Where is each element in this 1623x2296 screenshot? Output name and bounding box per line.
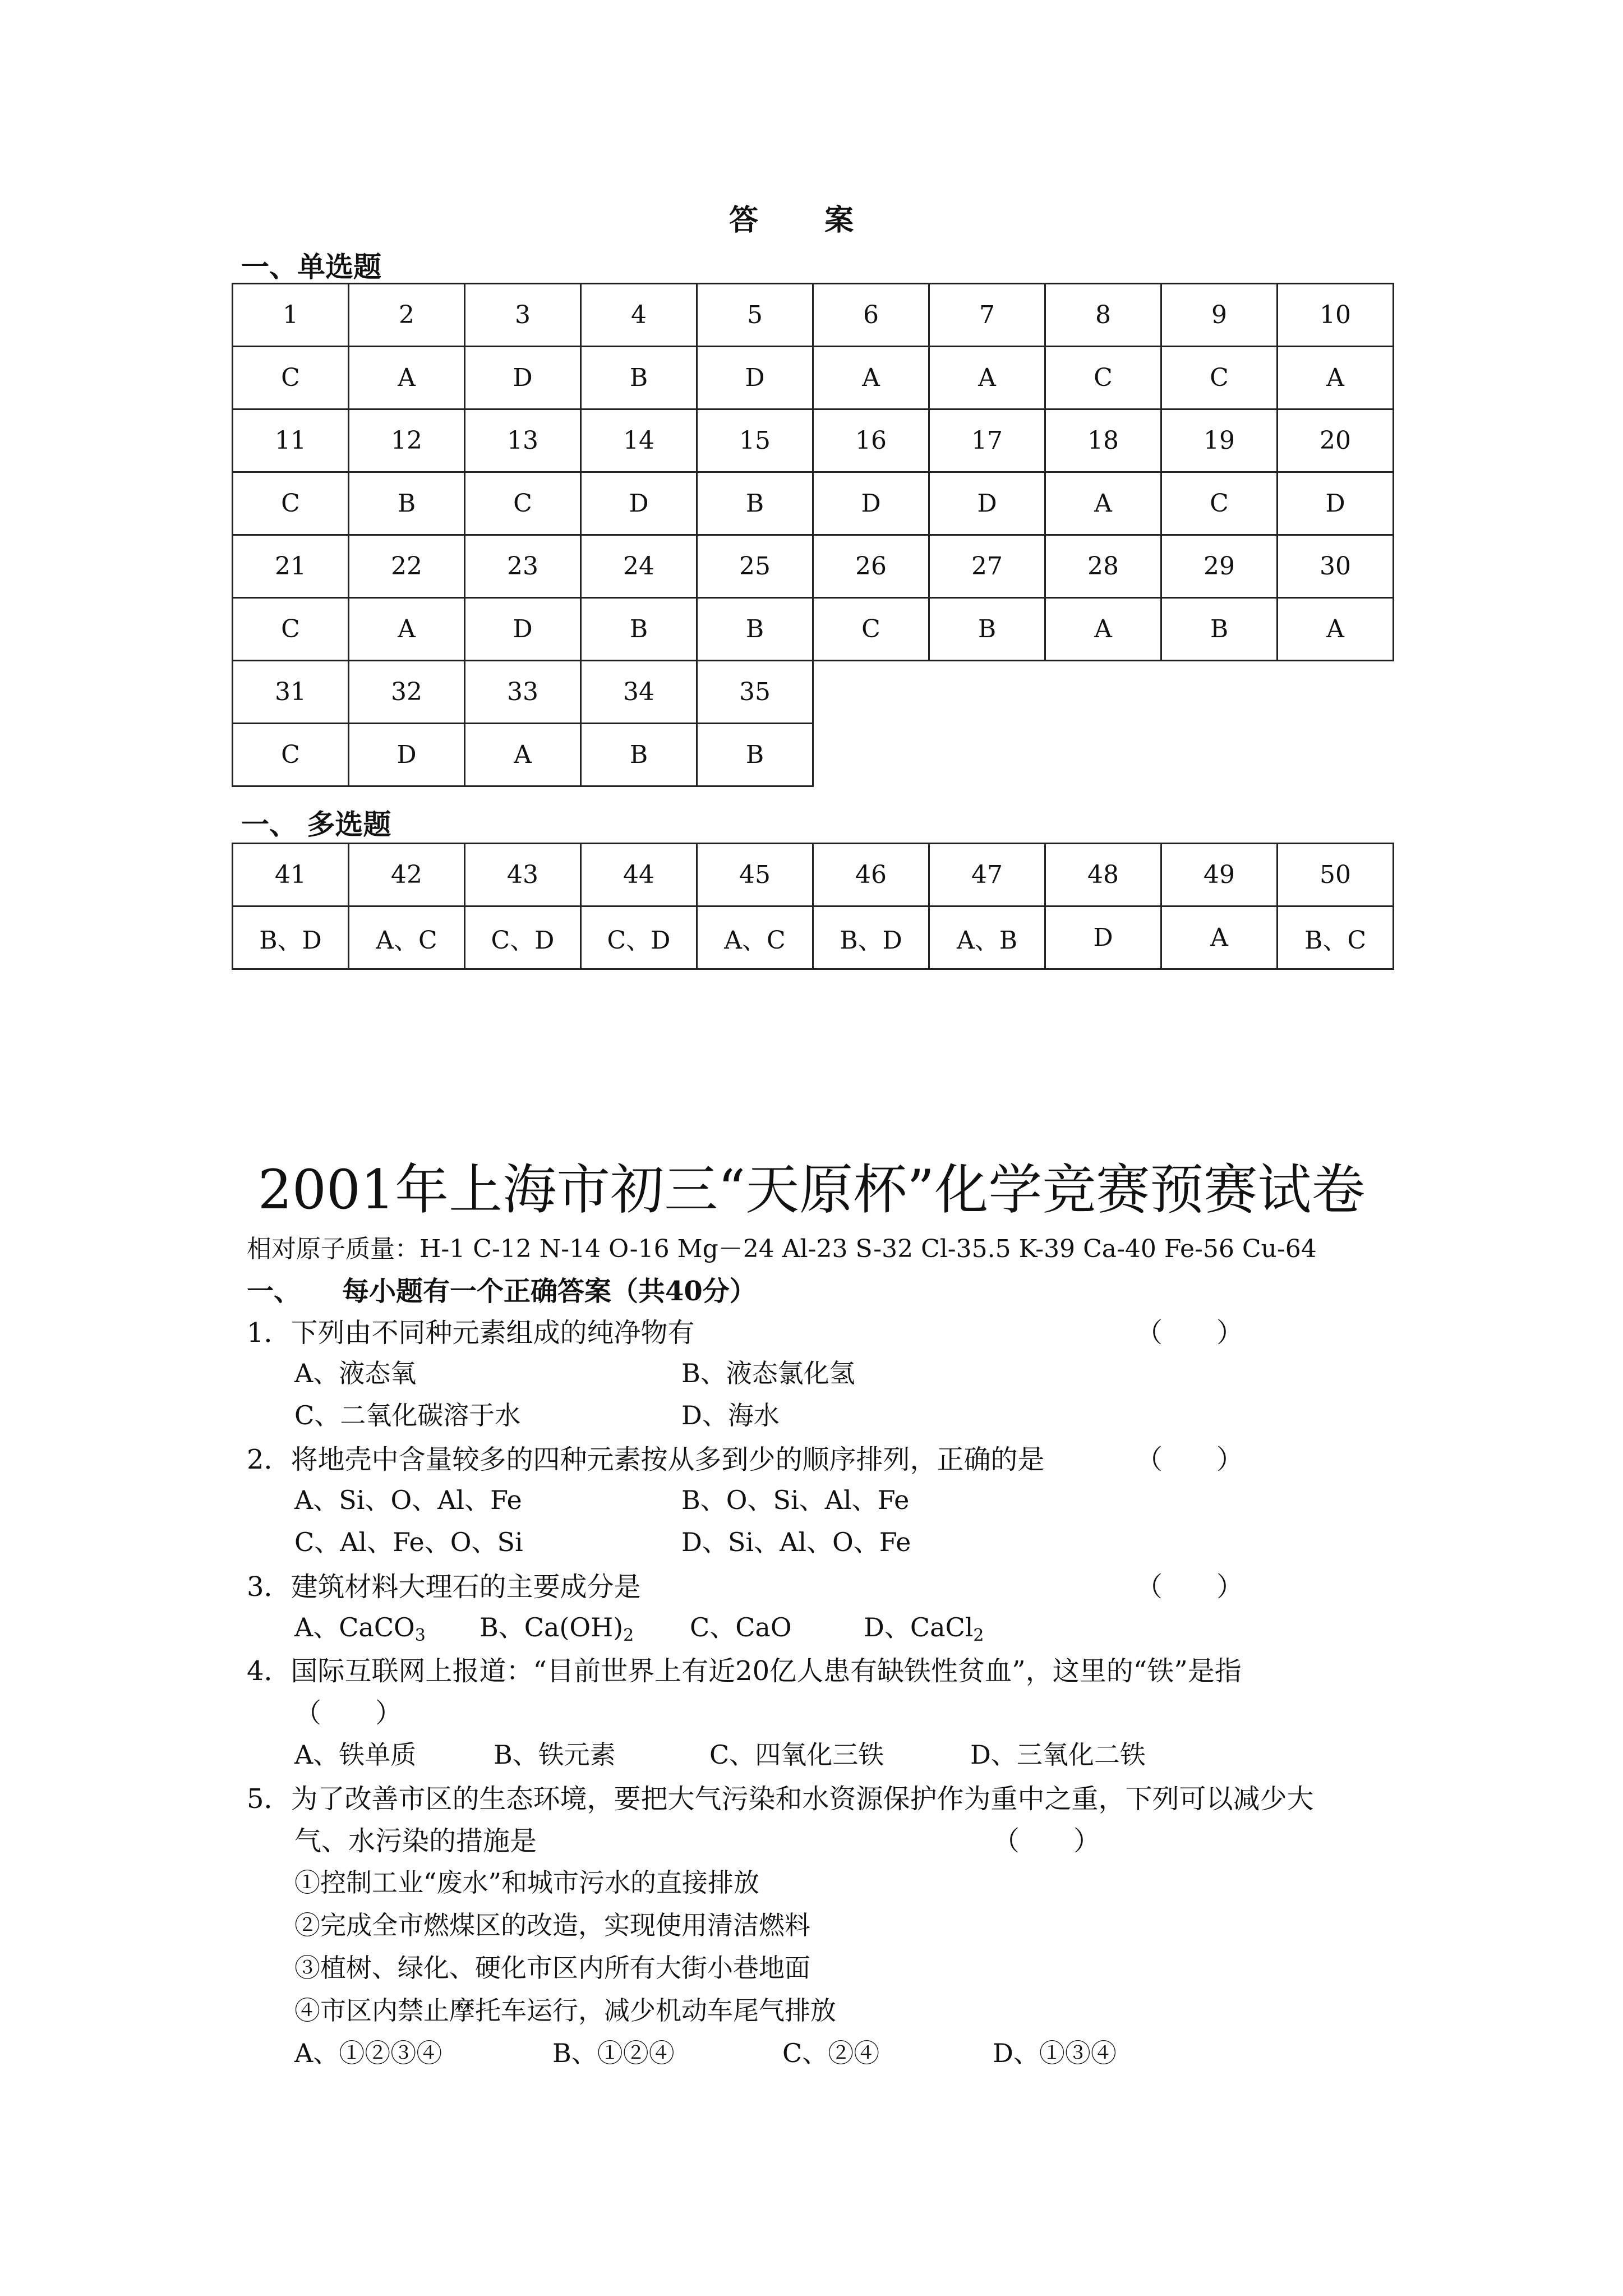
question-2-stem: 2．将地壳中含量较多的四种元素按从多到少的顺序排列，正确的是 xyxy=(247,1444,1045,1475)
question-number-cell: 9 xyxy=(1161,284,1278,347)
answer-cell: A xyxy=(465,724,581,786)
question-number-cell: 27 xyxy=(929,535,1045,598)
answer-cell: C xyxy=(233,598,349,661)
question-number-cell: 49 xyxy=(1161,844,1278,907)
question-5-answer-blank: （ ） xyxy=(993,1825,1101,1857)
question-1-option-d: D、海水 xyxy=(681,1400,780,1430)
question-number-row xyxy=(233,535,1394,598)
empty-cell xyxy=(929,724,1045,786)
question-number-cell: 12 xyxy=(349,409,465,472)
question-number-cell: 7 xyxy=(929,284,1045,347)
question-number-cell: 8 xyxy=(1045,284,1161,347)
question-number-cell: 11 xyxy=(233,409,349,472)
question-5-option-c: C、②④ xyxy=(782,2038,880,2068)
answer-row xyxy=(233,472,1394,535)
question-number-cell: 5 xyxy=(697,284,813,347)
answer-cell: D xyxy=(465,347,581,409)
question-5-measure-2: ②完成全市燃煤区的改造，实现使用清洁燃料 xyxy=(294,1910,810,1940)
question-3-option-d: D、CaCl$_2$ xyxy=(864,1612,984,1645)
atomic-masses-line: 相对原子质量：H-1 C-12 N-14 O-16 Mg－24 Al-23 S-32 Cl-35.5 K-39 Ca-40 Fe-56 Cu-64 xyxy=(247,1235,1317,1263)
empty-cell xyxy=(929,661,1045,724)
question-3-option-c: C、CaO xyxy=(690,1612,792,1642)
multi-choice-section-label: 一、 多选题 xyxy=(241,808,391,841)
answer-cell: A、B xyxy=(929,907,1045,969)
question-number-cell: 2 xyxy=(349,284,465,347)
answer-cell: C xyxy=(1045,347,1161,409)
answer-cell: B xyxy=(1161,598,1278,661)
answer-cell: B xyxy=(349,472,465,535)
empty-cell xyxy=(1278,661,1394,724)
answer-cell: A xyxy=(813,347,929,409)
answer-cell: C、D xyxy=(465,907,581,969)
answer-cell: D xyxy=(581,472,697,535)
answer-cell: B xyxy=(581,724,697,786)
question-number-cell: 20 xyxy=(1278,409,1394,472)
question-number-cell: 35 xyxy=(697,661,813,724)
question-4-stem: 4．国际互联网上报道：“目前世界上有近20亿人患有缺铁性贫血”，这里的“铁”是指 xyxy=(247,1655,1242,1687)
multi-choice-answer-table xyxy=(232,843,1394,970)
answer-cell: D xyxy=(813,472,929,535)
answer-cell: C、D xyxy=(581,907,697,969)
answer-cell: B、D xyxy=(233,907,349,969)
answer-cell: A xyxy=(349,347,465,409)
answer-cell: C xyxy=(233,724,349,786)
empty-cell xyxy=(1278,724,1394,786)
question-number-cell: 29 xyxy=(1161,535,1278,598)
question-2-option-d: D、Si、Al、O、Fe xyxy=(681,1527,911,1557)
answer-cell: C xyxy=(233,472,349,535)
answer-cell: B、D xyxy=(813,907,929,969)
answer-cell: C xyxy=(1161,347,1278,409)
question-2-answer-blank: （ ） xyxy=(1136,1444,1244,1475)
question-number-row xyxy=(233,409,1394,472)
question-2-option-a: A、Si、O、Al、Fe xyxy=(294,1485,522,1515)
exam-title: 2001年上海市初三“天原杯”化学竞赛预赛试卷 xyxy=(257,1158,1366,1221)
question-number-cell: 47 xyxy=(929,844,1045,907)
answer-cell: B、C xyxy=(1278,907,1394,969)
question-number-cell: 50 xyxy=(1278,844,1394,907)
answer-cell: D xyxy=(1045,907,1161,969)
question-number-row xyxy=(233,844,1394,907)
question-number-cell: 34 xyxy=(581,661,697,724)
answer-cell: A xyxy=(929,347,1045,409)
answer-cell: B xyxy=(697,724,813,786)
question-1-option-b: B、液态氯化氢 xyxy=(681,1358,855,1388)
answer-cell: D xyxy=(929,472,1045,535)
question-number-cell: 15 xyxy=(697,409,813,472)
question-number-cell: 25 xyxy=(697,535,813,598)
question-number-cell: 22 xyxy=(349,535,465,598)
question-number-cell: 42 xyxy=(349,844,465,907)
question-5-option-b: B、①②④ xyxy=(552,2038,675,2068)
answer-cell: A xyxy=(1278,598,1394,661)
single-choice-answer-table xyxy=(232,283,1394,787)
question-number-cell: 26 xyxy=(813,535,929,598)
question-number-cell: 46 xyxy=(813,844,929,907)
question-1-stem: 1．下列由不同种元素组成的纯净物有 xyxy=(247,1317,695,1349)
question-number-cell: 33 xyxy=(465,661,581,724)
question-1-option-c: C、二氧化碳溶于水 xyxy=(294,1400,521,1430)
answer-cell: A xyxy=(1161,907,1278,969)
question-number-cell: 19 xyxy=(1161,409,1278,472)
question-number-cell: 18 xyxy=(1045,409,1161,472)
answer-cell: C xyxy=(1161,472,1278,535)
answer-row xyxy=(233,598,1394,661)
answer-cell: A、C xyxy=(349,907,465,969)
question-2-option-b: B、O、Si、Al、Fe xyxy=(681,1485,910,1515)
question-number-cell: 45 xyxy=(697,844,813,907)
answer-row xyxy=(233,724,1394,786)
answer-cell: C xyxy=(813,598,929,661)
question-4-option-d: D、三氧化二铁 xyxy=(970,1740,1146,1770)
answer-title: 答 案 xyxy=(729,203,882,237)
question-5-measure-3: ③植树、绿化、硬化市区内所有大街小巷地面 xyxy=(294,1953,810,1983)
answer-cell: B xyxy=(697,598,813,661)
answer-cell: A xyxy=(1278,347,1394,409)
answer-row xyxy=(233,907,1394,969)
answer-cell: D xyxy=(465,598,581,661)
question-number-row xyxy=(233,284,1394,347)
question-4-option-c: C、四氧化三铁 xyxy=(709,1740,884,1770)
question-5-stem-line1: 5．为了改善市区的生态环境，要把大气污染和水资源保护作为重中之重，下列可以减少大 xyxy=(247,1783,1314,1815)
question-number-cell: 43 xyxy=(465,844,581,907)
empty-cell xyxy=(1045,724,1161,786)
answer-cell: C xyxy=(233,347,349,409)
question-number-cell: 31 xyxy=(233,661,349,724)
answer-row xyxy=(233,347,1394,409)
question-number-cell: 4 xyxy=(581,284,697,347)
question-number-cell: 44 xyxy=(581,844,697,907)
question-number-cell: 17 xyxy=(929,409,1045,472)
answer-cell: A xyxy=(349,598,465,661)
question-5-option-a: A、①②③④ xyxy=(294,2038,442,2068)
question-number-cell: 23 xyxy=(465,535,581,598)
question-number-cell: 24 xyxy=(581,535,697,598)
question-4-option-a: A、铁单质 xyxy=(294,1740,417,1770)
question-5-option-d: D、①③④ xyxy=(993,2038,1117,2068)
part1-heading: 每小题有一个正确答案（共40分） xyxy=(342,1276,757,1307)
question-3-option-b: B、$Ca(OH)_2$ xyxy=(479,1612,634,1645)
single-choice-section-label: 一、单选题 xyxy=(241,250,381,283)
answer-cell: A xyxy=(1045,598,1161,661)
answer-cell: A、C xyxy=(697,907,813,969)
answer-cell: B xyxy=(929,598,1045,661)
question-number-cell: 6 xyxy=(813,284,929,347)
empty-cell xyxy=(1161,724,1278,786)
question-number-cell: 48 xyxy=(1045,844,1161,907)
question-5-stem-line2: 气、水污染的措施是 xyxy=(294,1825,537,1857)
question-number-cell: 30 xyxy=(1278,535,1394,598)
answer-cell: D xyxy=(1278,472,1394,535)
question-number-cell: 13 xyxy=(465,409,581,472)
question-4-answer-blank: （ ） xyxy=(294,1697,403,1729)
empty-cell xyxy=(1045,661,1161,724)
answer-cell: D xyxy=(349,724,465,786)
empty-cell xyxy=(813,661,929,724)
empty-cell xyxy=(1161,661,1278,724)
question-number-row xyxy=(233,661,1394,724)
question-5-measure-4: ④市区内禁止摩托车运行，减少机动车尾气排放 xyxy=(294,1995,836,2026)
answer-cell: A xyxy=(1045,472,1161,535)
question-4-option-b: B、铁元素 xyxy=(494,1740,616,1770)
answer-cell: D xyxy=(697,347,813,409)
question-number-cell: 1 xyxy=(233,284,349,347)
question-2-option-c: C、Al、Fe、O、Si xyxy=(294,1527,523,1557)
part1-heading-number: 一、 xyxy=(247,1276,301,1307)
question-number-cell: 41 xyxy=(233,844,349,907)
answer-cell: B xyxy=(697,472,813,535)
answer-cell: B xyxy=(581,347,697,409)
question-number-cell: 14 xyxy=(581,409,697,472)
question-1-answer-blank: （ ） xyxy=(1136,1317,1244,1349)
empty-cell xyxy=(813,724,929,786)
answer-cell: B xyxy=(581,598,697,661)
question-3-stem: 3．建筑材料大理石的主要成分是 xyxy=(247,1571,641,1603)
question-number-cell: 10 xyxy=(1278,284,1394,347)
question-5-measure-1: ①控制工业“废水”和城市污水的直接排放 xyxy=(294,1867,760,1898)
question-number-cell: 21 xyxy=(233,535,349,598)
question-number-cell: 32 xyxy=(349,661,465,724)
question-number-cell: 28 xyxy=(1045,535,1161,598)
question-1-option-a: A、液态氧 xyxy=(294,1358,417,1388)
question-3-answer-blank: （ ） xyxy=(1136,1571,1244,1603)
question-3-option-a: A、CaCO$_3$ xyxy=(294,1612,426,1645)
question-number-cell: 3 xyxy=(465,284,581,347)
answer-cell: C xyxy=(465,472,581,535)
question-number-cell: 16 xyxy=(813,409,929,472)
